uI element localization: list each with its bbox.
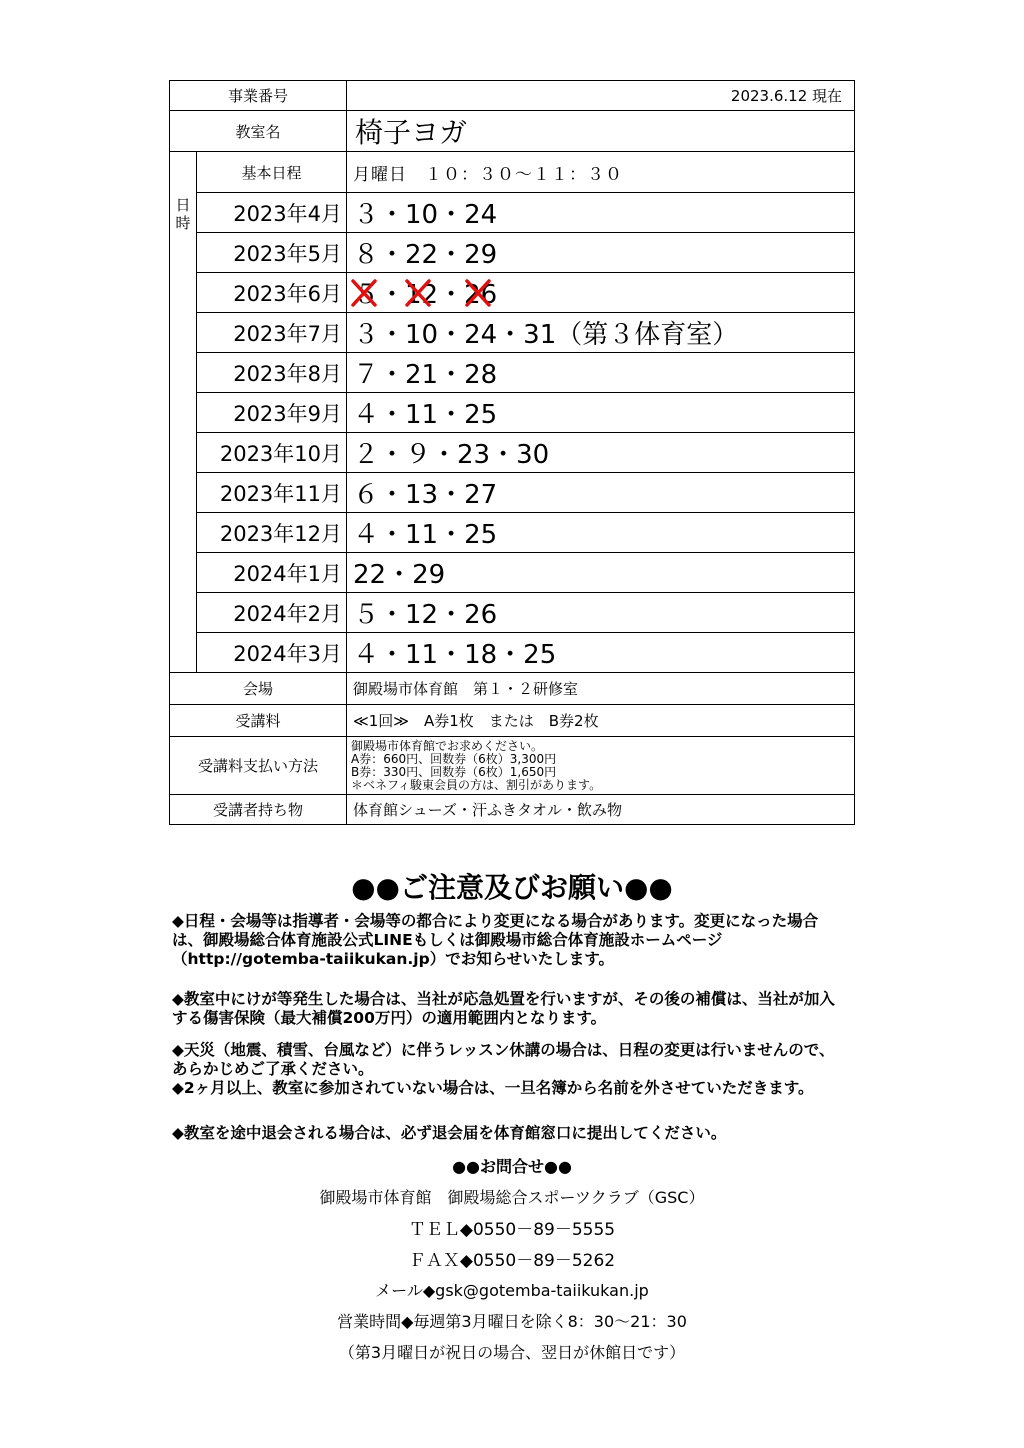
month-label: 2023年4月 <box>197 193 347 233</box>
payment-line: 御殿場市体育館でお求めください。 <box>351 738 544 753</box>
venue: 御殿場市体育館 第１・２研修室 <box>347 673 855 705</box>
month-row <box>170 473 855 513</box>
month-dates-cancelled <box>347 273 855 313</box>
month-dates: ３・10・24 <box>347 193 855 233</box>
class-name-label: 教室名 <box>170 111 347 152</box>
cancelled-dates-text: ５・12・26 <box>353 280 498 310</box>
notice-item: ◆日程・会場等は指導者・会場等の都合により変更になる場合があります。変更になった場合は、御殿場総合体育施設公式LINEもしくは御殿場市総合体育施設ホームページ（http://gotemba-taiikukan.jp）でお知らせいたします。 <box>172 912 819 968</box>
notice-item: ◆天災（地震、積雪、台風など）に伴うレッスン休講の場合は、日程の変更は行いませんので、あらかじめご了承ください。 <box>172 1041 835 1078</box>
nichiji-label <box>170 152 197 673</box>
cancel-x-icon <box>465 279 491 307</box>
as-of-date: 2023.6.12 現在 <box>347 81 855 111</box>
month-dates: ８・22・29 <box>347 233 855 273</box>
contact-title: ●●お問合せ●● <box>452 1157 572 1176</box>
month-dates: ４・11・25 <box>347 393 855 433</box>
month-label: 2023年9月 <box>197 393 347 433</box>
month-dates: ２・９・23・30 <box>347 433 855 473</box>
contact-org: 御殿場市体育館 御殿場総合スポーツクラブ（GSC） <box>319 1188 705 1207</box>
month-row <box>170 193 855 233</box>
contact-tel: ＴＥＬ◆0550－89－5555 <box>408 1220 616 1240</box>
class-name: 椅子ヨガ <box>347 111 855 152</box>
month-dates: 22・29 <box>347 553 855 593</box>
payment-row <box>170 737 855 795</box>
month-row <box>170 393 855 433</box>
month-label: 2023年10月 <box>197 433 347 473</box>
month-label: 2024年2月 <box>197 593 347 633</box>
month-row <box>170 553 855 593</box>
contact-mail: メール◆gsk@gotemba-taiikukan.jp <box>375 1281 649 1300</box>
month-label: 2024年1月 <box>197 553 347 593</box>
venue-label: 会場 <box>170 673 347 705</box>
payment-line: ＊ベネフィ駿東会員の方は、割引があります。 <box>351 777 602 792</box>
items-label: 受講者持ち物 <box>170 795 347 825</box>
basic-schedule: 月曜日 １０：３０～１１：３０ <box>347 152 855 193</box>
month-row <box>170 433 855 473</box>
venue-row <box>170 673 855 705</box>
month-row <box>170 353 855 393</box>
payment-line: B券：330円、回数券（6枚）1,650円 <box>351 764 557 779</box>
items-row <box>170 795 855 825</box>
month-row <box>170 313 855 353</box>
month-dates: ４・11・25 <box>347 513 855 553</box>
month-dates: ６・13・27 <box>347 473 855 513</box>
month-dates: ７・21・28 <box>347 353 855 393</box>
month-label: 2023年6月 <box>197 273 347 313</box>
cancel-x-icon <box>351 279 377 307</box>
payment-line: A券：660円、回数券（6枚）3,300円 <box>351 751 557 766</box>
fee-label: 受講料 <box>170 705 347 737</box>
notice-item: ◆2ヶ月以上、教室に参加されていない場合は、一旦名簿から名前を外させていただきます。 <box>172 1079 814 1097</box>
cancel-x-icon <box>405 279 431 307</box>
basic-schedule-label: 基本日程 <box>197 152 347 193</box>
month-label: 2023年8月 <box>197 353 347 393</box>
contact-fax: ＦＡＸ◆0550－89－5262 <box>408 1251 616 1271</box>
items: 体育館シューズ・汗ふきタオル・飲み物 <box>347 795 855 825</box>
basic-schedule-row <box>170 152 855 193</box>
month-row <box>170 633 855 673</box>
notice-item: ◆教室を途中退会される場合は、必ず退会届を体育館窓口に提出してください。 <box>172 1124 727 1142</box>
month-dates: ５・12・26 <box>347 593 855 633</box>
month-dates: ３・10・24・31（第３体育室） <box>347 313 855 353</box>
notice-item: ◆教室中にけが等発生した場合は、当社が応急処置を行いますが、その後の補償は、当社が加入する傷害保険（最大補償200万円）の適用範囲内となります。 <box>172 990 835 1027</box>
month-row-cancelled <box>170 273 855 313</box>
contact-hours: 営業時間◆毎週第3月曜日を除く8：30～21：30 <box>337 1312 687 1331</box>
schedule-table <box>169 80 855 825</box>
month-row <box>170 513 855 553</box>
fee-row <box>170 705 855 737</box>
month-label: 2023年5月 <box>197 233 347 273</box>
month-label: 2023年11月 <box>197 473 347 513</box>
month-row <box>170 593 855 633</box>
nichiji-text: 日時 <box>175 196 191 232</box>
business-no-row <box>170 81 855 111</box>
payment-label: 受講料支払い方法 <box>170 737 347 795</box>
month-label: 2024年3月 <box>197 633 347 673</box>
month-dates: ４・11・18・25 <box>347 633 855 673</box>
payment-details <box>347 737 855 795</box>
month-label: 2023年7月 <box>197 313 347 353</box>
fee: ≪1回≫ A券1枚 または B券2枚 <box>347 705 855 737</box>
class-name-row <box>170 111 855 152</box>
contact-holiday: （第3月曜日が祝日の場合、翌日が休館日です） <box>338 1343 686 1362</box>
month-label: 2023年12月 <box>197 513 347 553</box>
business-no-label: 事業番号 <box>170 81 347 111</box>
month-row <box>170 233 855 273</box>
notice-title: ●●ご注意及びお願い●● <box>351 871 673 904</box>
nichiji-char-1 <box>170 196 196 232</box>
